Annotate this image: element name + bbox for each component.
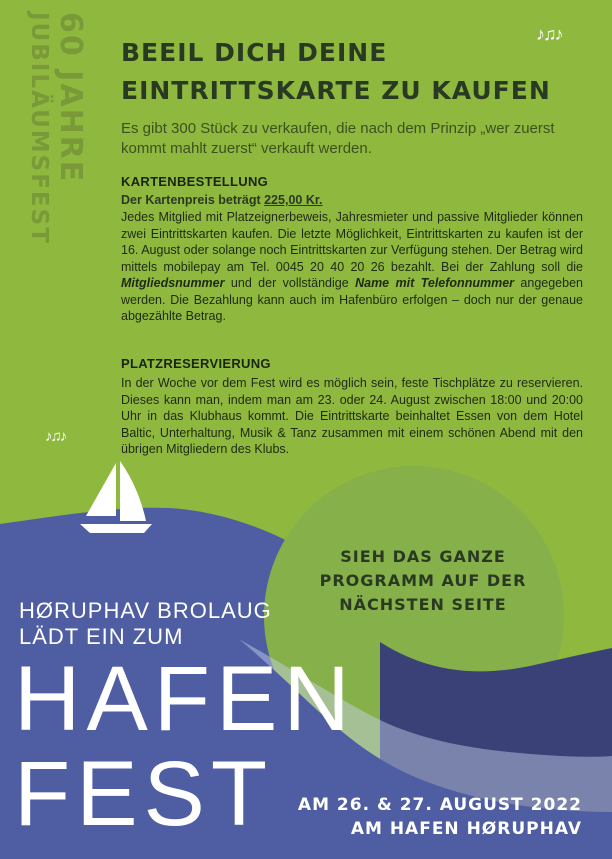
- ticket-order-title: KARTENBESTELLUNG: [121, 174, 269, 189]
- host-line-2: LÄDT EIN ZUM: [19, 624, 184, 649]
- subheadline: Es gibt 300 Stück zu verkaufen, die nach dem Prinzip „wer zuerst kommt mahlt zuerst“ verkauft werden.: [121, 120, 555, 157]
- headline: [121, 34, 551, 110]
- ticket-order-text-3: angegeben werden. Die Bezahlung kann auch im Hafenbüro erfolgen – doch nur der genaue abgezählte Betrag.: [121, 276, 583, 323]
- ticket-order-text-1: Jedes Mitglied mit Platzeignerbeweis, Jahresmieter und passive Mitglieder können zwei Eintrittskarten kaufen. Die letzte Möglichkeit, Eintrittskarten zu kaufen ist der 16. August oder solange noch Eintrittskarten zur Verfügung stehen. Der Betrag wird mittels mobilepay am Tel. 0045 20 40 20 26 bezahlt. Bei der Zahlung soll die: [121, 210, 583, 274]
- price-line: [121, 193, 323, 207]
- see-program-line-2: PROGRAMM AUF DER: [319, 571, 527, 590]
- date-line-2: AM HAFEN HØRUPHAV: [350, 819, 582, 839]
- member-number-emphasis: Mitgliedsnummer: [121, 276, 225, 290]
- ticket-price: 225,00 Kr.: [264, 193, 323, 207]
- event-title-hafen: HAFEN: [14, 648, 356, 750]
- ticket-order-text-2: und der vollständige: [224, 276, 356, 290]
- music-notes-icon: ♪♫♪: [536, 24, 562, 44]
- event-date: [298, 793, 582, 841]
- anniversary-label: JUBILÄUMSFEST: [26, 12, 52, 245]
- see-program-line-3: NÄCHSTEN SEITE: [339, 595, 507, 614]
- host-invitation: [19, 598, 272, 650]
- seat-reservation-text: In der Woche vor dem Fest wird es möglich sein, feste Tischplätze zu reservieren. Dieses kann man, indem man am 23. oder 24. August zwischen 18:00 und 20:00 Uhr in das Klubhaus kommt. Die Eintrittskarte beinhaltet Essen von dem Hotel Baltic, Unterhaltung, Musik & Tanz zusammen mit einem schönen Abend mit den übrigen Mitgliedern des Klubs.: [121, 376, 583, 456]
- headline-line-1: BEEIL DICH DEINE: [121, 38, 388, 67]
- headline-line-2: EINTRITTSKARTE ZU KAUFEN: [121, 76, 551, 105]
- price-label: Der Kartenpreis beträgt: [121, 193, 265, 207]
- host-line-1: HØRUPHAV BROLAUG: [19, 598, 272, 623]
- event-title-fest: FEST: [14, 743, 274, 845]
- anniversary-years: 60 JAHRE: [53, 12, 88, 184]
- seat-reservation-title: PLATZRESERVIERUNG: [121, 356, 271, 371]
- name-phone-emphasis: Name mit Telefonnummer: [355, 276, 515, 290]
- see-program-note: [292, 545, 554, 617]
- date-line-1: AM 26. & 27. AUGUST 2022: [297, 795, 582, 815]
- anniversary-vertical: [20, 12, 90, 272]
- ticket-order-text: [121, 209, 583, 325]
- see-program-line-1: SIEH DAS GANZE: [340, 547, 506, 566]
- music-notes-icon: ♪♫♪: [45, 428, 66, 445]
